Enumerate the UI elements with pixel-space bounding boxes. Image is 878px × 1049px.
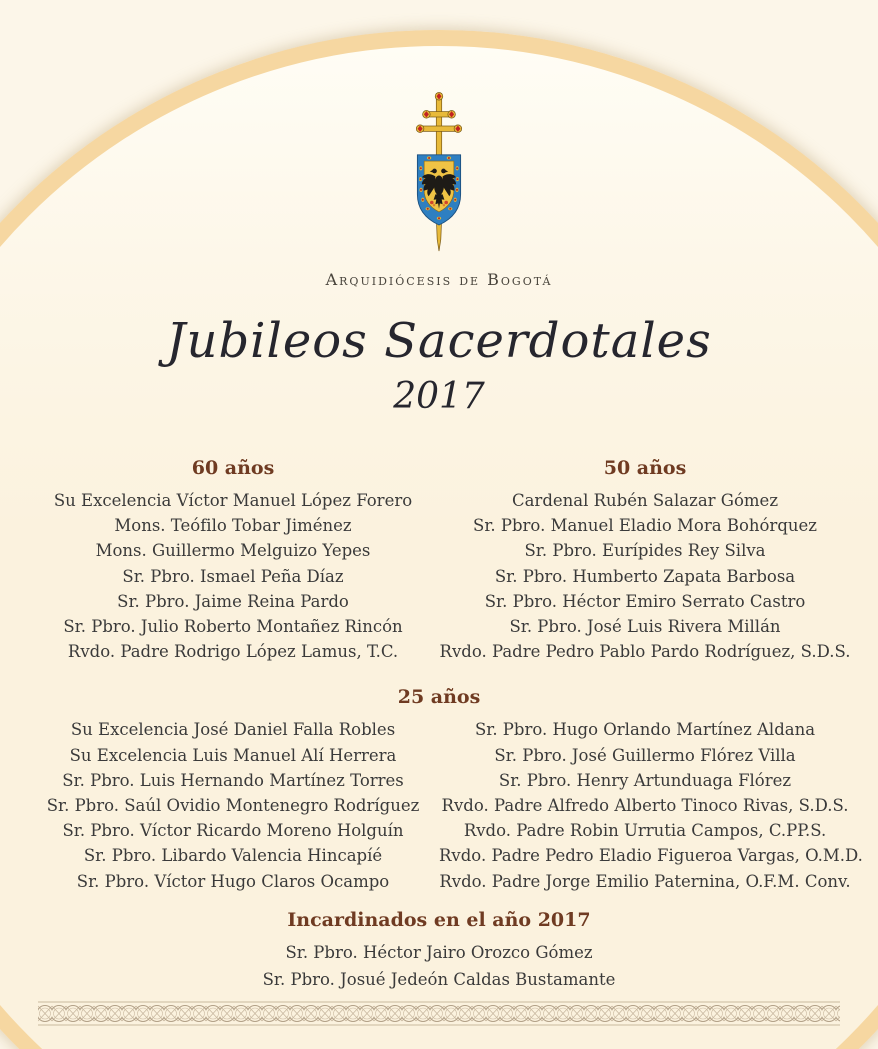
name-entry: Su Excelencia Víctor Manuel López Forero bbox=[53, 491, 413, 510]
page-content bbox=[0, 90, 878, 1049]
name-entry: Sr. Pbro. Humberto Zapata Barbosa bbox=[494, 566, 796, 586]
name-entry: Sr. Pbro. Libardo Valencia Hincapíé bbox=[83, 846, 383, 866]
column-25-right bbox=[439, 717, 863, 893]
jubilee-60-50-section bbox=[27, 456, 851, 664]
name-entry: Sr. Pbro. Víctor Hugo Claros Ocampo bbox=[76, 871, 390, 891]
name-entry: Sr. Pbro. Héctor Jairo Orozco Gómez bbox=[285, 942, 593, 962]
name-entry: Sr. Pbro. José Luis Rivera Millán bbox=[509, 617, 781, 637]
page-title: Jubileos Sacerdotales bbox=[166, 313, 712, 369]
name-entry: Rvdo. Padre Alfredo Alberto Tinoco Rivas, S.D.S. bbox=[441, 796, 849, 816]
section-heading-60-anos: 60 años bbox=[191, 457, 275, 479]
name-entry: Sr. Pbro. Hugo Orlando Martínez Aldana bbox=[474, 720, 816, 740]
name-entry: Sr. Pbro. Héctor Emiro Serrato Castro bbox=[484, 591, 806, 611]
name-entry: Rvdo. Padre Jorge Emilio Paternina, O.F.M. Conv. bbox=[439, 871, 851, 891]
section-heading-incardinados: Incardinados en el año 2017 bbox=[287, 908, 591, 931]
name-entry: Mons. Teófilo Tobar Jiménez bbox=[114, 516, 352, 536]
coat-of-arms-icon bbox=[394, 90, 484, 261]
interlocking-rings-border-icon bbox=[38, 1001, 840, 1026]
name-entry: Sr. Pbro. Víctor Ricardo Moreno Holguín bbox=[62, 821, 404, 841]
name-entry: Sr. Pbro. Julio Roberto Montañez Rincón bbox=[63, 617, 403, 637]
name-entry: Sr. Pbro. Saúl Ovidio Montenegro Rodríguez bbox=[46, 796, 420, 816]
name-entry: Mons. Guillermo Melguizo Yepes bbox=[95, 541, 371, 561]
name-entry: Sr. Pbro. Luis Hernando Martínez Torres bbox=[62, 770, 404, 790]
column-60-anos bbox=[27, 456, 439, 664]
name-entry: Rvdo. Padre Rodrigo López Lamus, T.C. bbox=[67, 642, 399, 662]
column-25-left bbox=[27, 717, 439, 893]
name-entry: Su Excelencia José Daniel Falla Robles bbox=[70, 720, 396, 740]
jubilee-25-section bbox=[27, 717, 863, 893]
name-entry: Sr. Pbro. Josué Jedeón Caldas Bustamante bbox=[262, 969, 616, 989]
incardinados-section bbox=[0, 908, 878, 993]
section-heading-25-anos: 25 años bbox=[397, 686, 481, 709]
name-entry: Sr. Pbro. Eurípides Rey Silva bbox=[524, 541, 766, 561]
organization-name: Arquidiócesis de Bogotá bbox=[325, 270, 553, 289]
section-heading-50-anos: 50 años bbox=[603, 457, 687, 479]
name-entry: Rvdo. Padre Robin Urrutia Campos, C.PP.S. bbox=[463, 821, 827, 841]
name-entry: Cardenal Rubén Salazar Gómez bbox=[511, 491, 779, 510]
column-50-anos bbox=[439, 456, 851, 664]
name-entry: Sr. Pbro. Henry Artunduaga Flórez bbox=[498, 770, 792, 790]
name-entry: Sr. Pbro. Manuel Eladio Mora Bohórquez bbox=[473, 516, 817, 536]
name-entry: Sr. Pbro. Jaime Reina Pardo bbox=[117, 591, 349, 611]
name-entry: Su Excelencia Luis Manuel Alí Herrera bbox=[69, 745, 397, 765]
title-year: 2017 bbox=[393, 376, 485, 417]
name-entry: Sr. Pbro. Ismael Peña Díaz bbox=[122, 566, 344, 586]
name-entry: Rvdo. Padre Pedro Pablo Pardo Rodríguez, S.D.S. bbox=[439, 642, 851, 662]
name-entry: Rvdo. Padre Pedro Eladio Figueroa Vargas, O.M.D. bbox=[439, 846, 863, 866]
name-entry: Sr. Pbro. José Guillermo Flórez Villa bbox=[494, 745, 796, 765]
